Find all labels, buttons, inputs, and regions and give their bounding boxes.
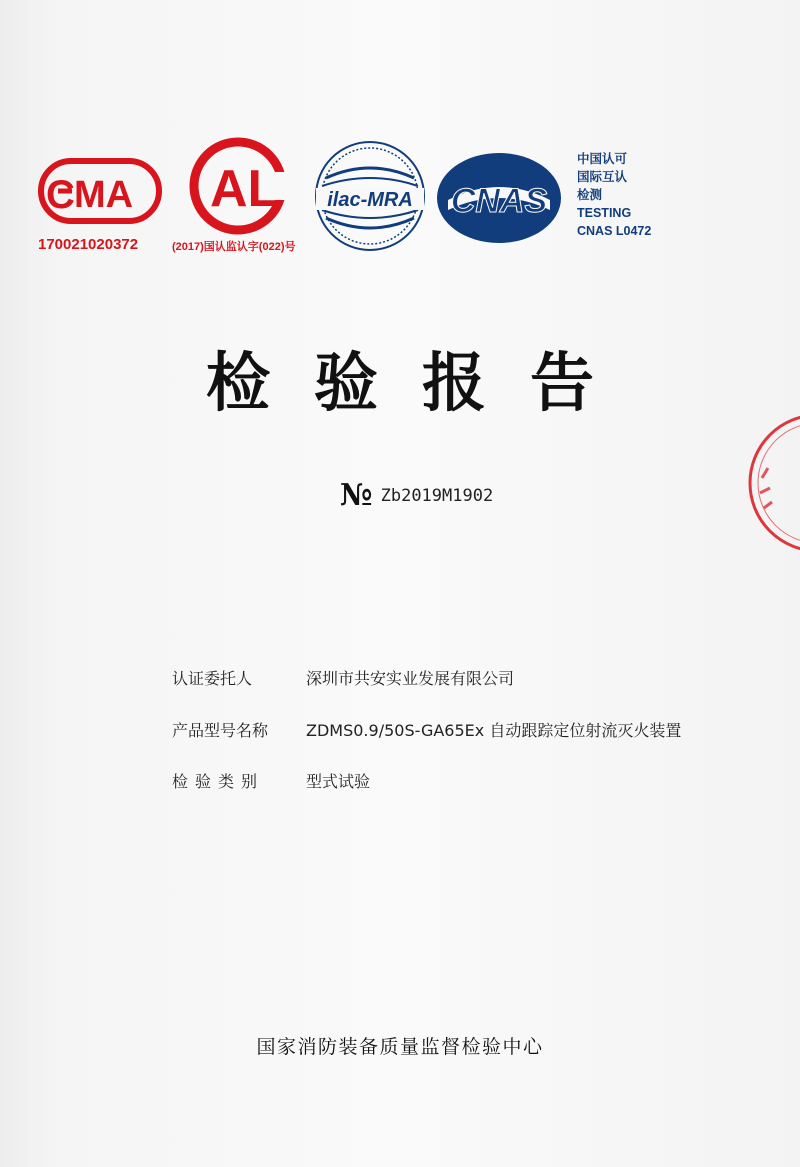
cnas-line: 检测 [577,187,603,202]
report-number [340,478,493,513]
cma-logo [38,158,162,230]
cnas-line: CNAS L0472 [577,224,652,238]
field-label-client: 认证委托人 [172,669,253,688]
cal-mark-text: AL [210,160,280,218]
cnas-mark-text: CNAS [450,182,548,220]
field-value-test-type: 型式试验 [306,772,371,791]
cma-mark-text: MA [74,174,134,216]
field-value-product: ZDMS0.9/50S-GA65Ex 自动跟踪定位射流灭火装置 [306,721,682,740]
cma-certificate-code: 170021020372 [38,236,139,253]
field-value-client: 深圳市共安实业发展有限公司 [306,669,515,688]
ilac-mra-logo [312,138,428,256]
number-sign: № [340,478,373,513]
cnas-logo [434,150,564,246]
svg-text:C: C [46,173,75,217]
cnas-line: 中国认可 [577,151,628,166]
report-number-value: Zb2019M1902 [380,485,494,506]
field-label-product: 产品型号名称 [172,721,269,740]
ilac-mark-text: ilac-MRA [327,189,413,211]
cnas-accreditation-text [577,150,687,240]
cal-certificate-code: (2017)国认监认字(022)号 [172,241,296,253]
cnas-line: 国际互认 [577,169,628,184]
report-title: 检验报告 [206,346,638,421]
cal-logo [180,136,300,236]
issuing-organization: 国家消防装备质量监督检验中心 [256,1036,544,1058]
field-label-test-type: 检验类别 [172,772,265,791]
cnas-line: TESTING [577,206,632,220]
official-seal-stamp [740,408,800,558]
